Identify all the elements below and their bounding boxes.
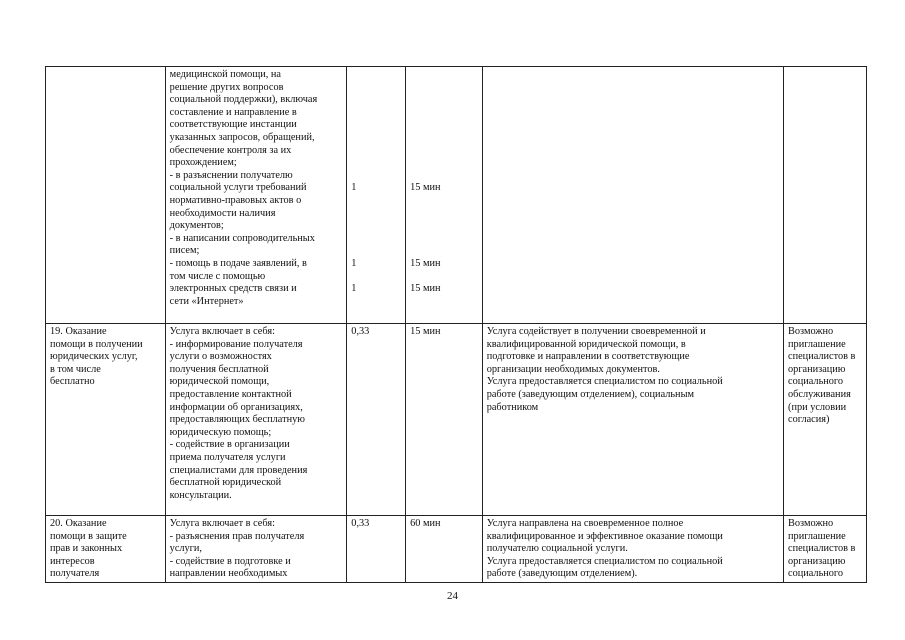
cell-text-line: бесплатной юридической [169, 477, 282, 489]
cell-text-line [410, 296, 478, 309]
cell-quantity [347, 324, 406, 516]
cell-text-line: прохождением; [169, 157, 237, 169]
cell-text-line: специалистами для проведения [169, 464, 308, 476]
table-row [46, 67, 867, 324]
cell-text-line: направлении необходимых [169, 568, 288, 580]
cell-text-line: предоставление контактной [169, 388, 292, 400]
cell-service-name [46, 516, 166, 583]
cell-text-line: Возможно [788, 518, 834, 529]
cell-text-line [410, 82, 478, 95]
cell-text-line [351, 107, 401, 120]
cell-text-line [351, 170, 401, 183]
cell-text-line: помощи в защите [50, 530, 127, 542]
cell-duration [406, 516, 483, 583]
cell-text-line [410, 245, 478, 258]
cell-text-line: подготовке и направлении в соответствующие [486, 351, 690, 363]
services-table-body [46, 67, 867, 583]
cell-text-line: составление и направление в [169, 106, 297, 118]
cell-text-line: работе (заведующим отделением). [486, 568, 638, 580]
cell-text-line: квалифицированное и эффективное оказание помощи [486, 530, 723, 542]
cell-text-line: - помощь в подаче заявлений, в [169, 257, 307, 269]
cell-text-line: 60 мин [410, 518, 441, 529]
cell-duration [406, 324, 483, 516]
cell-quantity [347, 516, 406, 583]
cell-text-line [410, 119, 478, 132]
cell-text-line: социального [788, 568, 844, 580]
cell-text-line: 0,33 [351, 326, 370, 337]
cell-text-line: 0,33 [351, 518, 370, 529]
cell-text-line [410, 271, 478, 284]
cell-text-line: согласия) [788, 414, 830, 426]
cell-text-line [410, 107, 478, 120]
cell-text-line: 15 мин [410, 283, 441, 295]
cell-text-line: - разъяснения прав получателя [169, 530, 305, 542]
cell-text-line [410, 69, 478, 82]
cell-text-line: услуги о возможностях [169, 351, 272, 363]
cell-text-line: социальной поддержки), включая [169, 94, 318, 106]
cell-text-line: Услуга содействует в получении своевременной и [486, 326, 706, 337]
cell-conditions [482, 324, 783, 516]
cell-text-line: юридической помощи, [169, 376, 270, 388]
cell-text-line [351, 220, 401, 233]
cell-text-line: необходимости наличия [169, 207, 276, 219]
cell-text-line [351, 145, 401, 158]
cell-text-line: писем; [169, 245, 200, 257]
cell-text-line: 1 [351, 182, 357, 194]
cell-text-line: консультации. [169, 489, 232, 501]
cell-text-line: услуги, [169, 543, 202, 555]
cell-text-line: 1 [351, 257, 357, 269]
cell-text-line: информации об организациях, [169, 401, 303, 413]
cell-text-line [351, 195, 401, 208]
cell-text-line: организацию [788, 363, 846, 375]
cell-text-line: юридическую помощь; [169, 426, 272, 438]
cell-text-line: социальной услуги требований [169, 182, 307, 194]
cell-text-line: обеспечение контроля за их [169, 144, 292, 156]
cell-text-line: - содействие в организации [169, 439, 290, 451]
table-row [46, 516, 867, 583]
cell-conditions [482, 67, 783, 324]
cell-duration [406, 67, 483, 324]
cell-text-line: соответствующие инстанции [169, 119, 297, 131]
cell-text-line: приглашение [788, 530, 846, 542]
cell-text-line [351, 245, 401, 258]
cell-text-line: Услуга включает в себя: [169, 518, 275, 529]
cell-text-line [351, 69, 401, 82]
cell-service-content [165, 67, 347, 324]
cell-text-line: сети «Интернет» [169, 295, 244, 307]
cell-text-line: - в разъяснении получателю [169, 169, 293, 181]
cell-text-line: 15 мин [410, 257, 441, 269]
cell-text-line [410, 233, 478, 246]
cell-service-content [165, 516, 347, 583]
cell-text-line: получения бесплатной [169, 363, 269, 375]
cell-text-line [410, 132, 478, 145]
cell-text-line [410, 208, 478, 221]
cell-text-line: юридических услуг, [50, 351, 138, 363]
services-table [45, 66, 867, 583]
table-row [46, 324, 867, 516]
cell-service-content [165, 324, 347, 516]
cell-text-line: Услуга предоставляется специалистом по социальной [486, 555, 723, 567]
cell-text-line: нормативно-правовых актов о [169, 194, 302, 206]
cell-text-line: прав и законных [50, 543, 123, 555]
cell-service-name [46, 67, 166, 324]
cell-text-line: помощи в получении [50, 338, 143, 350]
cell-text-line [410, 220, 478, 233]
cell-text-line: Услуга предоставляется специалистом по социальной [486, 376, 723, 388]
cell-notes [784, 324, 867, 516]
cell-text-line: работником [486, 401, 539, 413]
cell-text-line: указанных запросов, обращений, [169, 131, 315, 143]
cell-text-line: квалифицированной юридической помощи, в [486, 338, 686, 350]
cell-text-line: обслуживания [788, 388, 851, 400]
cell-text-line: 15 мин [410, 182, 441, 194]
cell-text-line: 19. Оказание [50, 326, 107, 337]
cell-text-line [351, 208, 401, 221]
cell-text-line [351, 132, 401, 145]
cell-notes [784, 516, 867, 583]
cell-text-line: предоставляющих бесплатную [169, 414, 305, 426]
cell-text-line [410, 195, 478, 208]
cell-conditions [482, 516, 783, 583]
cell-text-line: организации необходимых документов. [486, 363, 660, 375]
cell-text-line [410, 145, 478, 158]
cell-text-line: документов; [169, 220, 224, 232]
cell-text-line: 1 [351, 283, 357, 295]
cell-text-line: специалистов в [788, 543, 856, 555]
cell-text-line: Возможно [788, 326, 834, 337]
cell-text-line: (при условии [788, 401, 847, 413]
cell-text-line [410, 94, 478, 107]
cell-text-line: решение других вопросов [169, 81, 284, 93]
cell-text-line: Услуга включает в себя: [169, 326, 275, 337]
cell-text-line [410, 157, 478, 170]
cell-text-line: получателю социальной услуги. [486, 543, 628, 555]
cell-text-line: электронных средств связи и [169, 283, 297, 295]
cell-text-line [410, 170, 478, 183]
cell-text-line: интересов [50, 555, 95, 567]
cell-text-line [351, 157, 401, 170]
cell-quantity [347, 67, 406, 324]
cell-text-line: специалистов в [788, 351, 856, 363]
cell-text-line: получателя [50, 568, 100, 580]
cell-text-line: том числе с помощью [169, 270, 266, 282]
page-number: 24 [447, 590, 458, 602]
cell-text-line: - информирование получателя [169, 338, 303, 350]
cell-text-line: медицинской помощи, на [169, 69, 281, 80]
cell-text-line [351, 296, 401, 309]
cell-text-line: приема получателя услуги [169, 451, 286, 463]
cell-text-line: в том числе [50, 363, 101, 375]
cell-text-line: - содействие в подготовке и [169, 555, 291, 567]
cell-text-line: 15 мин [410, 326, 441, 337]
cell-text-line [351, 119, 401, 132]
cell-text-line: организацию [788, 555, 846, 567]
cell-text-line [351, 94, 401, 107]
cell-text-line: социального [788, 376, 844, 388]
cell-text-line: приглашение [788, 338, 846, 350]
cell-text-line [351, 82, 401, 95]
cell-text-line: бесплатно [50, 376, 95, 388]
cell-text-line [351, 271, 401, 284]
cell-notes [784, 67, 867, 324]
cell-text-line [351, 233, 401, 246]
cell-text-line: 20. Оказание [50, 518, 107, 529]
cell-text-line: - в написании сопроводительных [169, 232, 315, 244]
cell-service-name [46, 324, 166, 516]
cell-text-line: Услуга направлена на своевременное полное [486, 518, 684, 529]
cell-text-line: работе (заведующим отделением), социальным [486, 388, 695, 400]
